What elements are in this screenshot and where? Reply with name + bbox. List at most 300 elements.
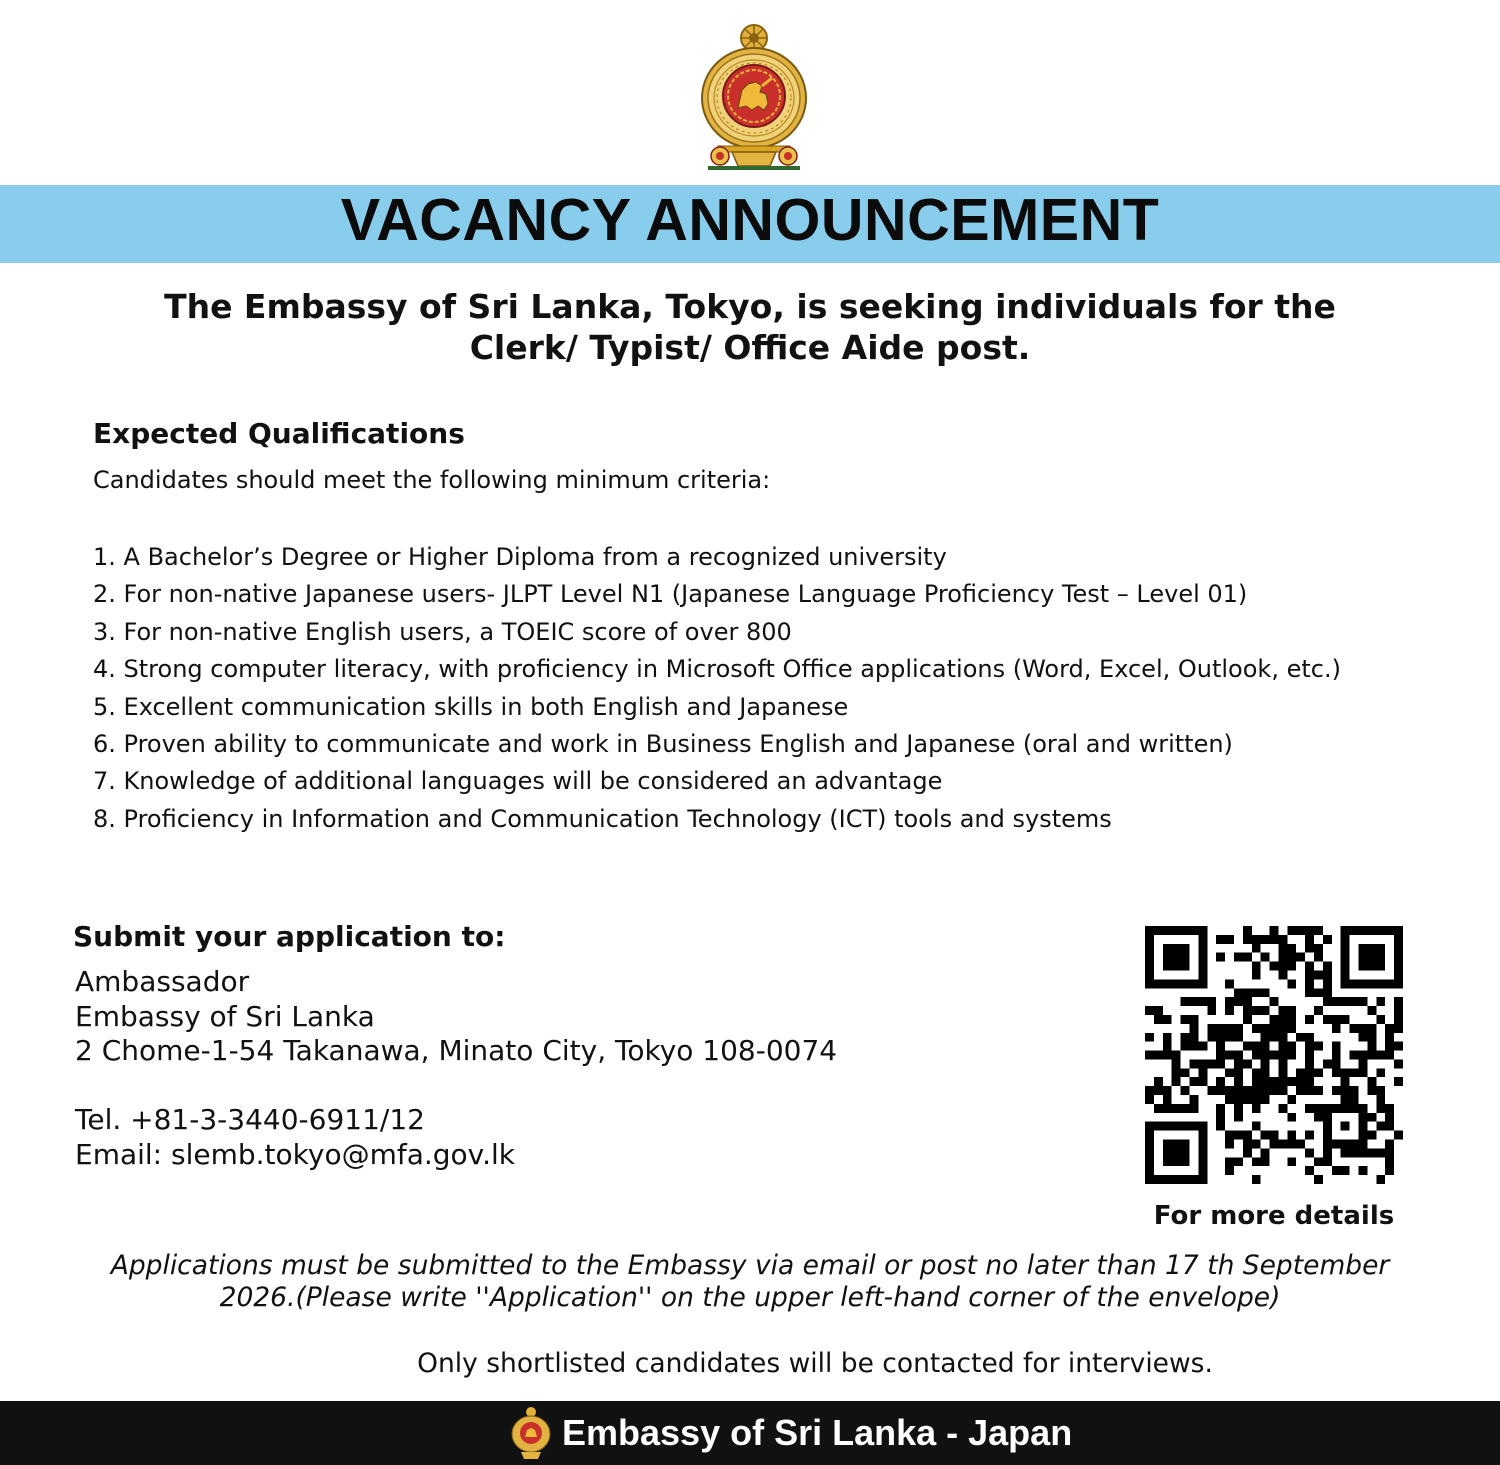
qr-module <box>1181 1015 1190 1024</box>
shortlist-note: Only shortlisted candidates will be contacted for interviews. <box>417 1348 1213 1379</box>
qr-module <box>1350 1095 1359 1104</box>
qr-module <box>1341 1015 1350 1024</box>
qr-module <box>1359 997 1368 1006</box>
qr-module <box>1278 944 1287 953</box>
qr-module <box>1207 1059 1216 1068</box>
qr-module <box>1198 1077 1207 1086</box>
qr-module <box>1287 944 1296 953</box>
qr-module <box>1278 1015 1287 1024</box>
qr-module <box>1154 1077 1163 1086</box>
qr-module <box>1287 953 1296 962</box>
qr-module <box>1216 1042 1225 1051</box>
address-line: Ambassador <box>75 965 250 998</box>
qr-module <box>1314 970 1323 979</box>
qr-module <box>1154 1015 1163 1024</box>
qr-module <box>1376 997 1385 1006</box>
qr-module <box>1305 935 1314 944</box>
qr-module <box>1314 1113 1323 1122</box>
qr-module <box>1314 953 1323 962</box>
qr-module <box>1252 962 1261 971</box>
qr-module <box>1216 1059 1225 1068</box>
qr-module <box>1189 1024 1198 1033</box>
qr-module <box>1296 1033 1305 1042</box>
qr-module <box>1270 1140 1279 1149</box>
qr-module <box>1216 1086 1225 1095</box>
qr-module <box>1252 1077 1261 1086</box>
qr-module <box>1216 1051 1225 1060</box>
qr-module <box>1367 1131 1376 1140</box>
qr-module <box>1154 1006 1163 1015</box>
qr-module <box>1163 1033 1172 1042</box>
qr-module <box>1287 1006 1296 1015</box>
qr-module <box>1394 1077 1403 1086</box>
qr-module <box>1163 1095 1172 1104</box>
qr-module <box>1172 1059 1181 1068</box>
qualification-item: 3. For non-native English users, a TOEIC score of over 800 <box>93 617 792 646</box>
qr-module <box>1181 1104 1190 1113</box>
qr-module <box>1305 1148 1314 1157</box>
qr-module <box>1234 997 1243 1006</box>
qr-module <box>1252 1104 1261 1113</box>
page-title: VACANCY ANNOUNCEMENT <box>340 187 1160 253</box>
qr-module <box>1216 1122 1225 1131</box>
qr-module <box>1163 1140 1190 1167</box>
qr-module <box>1323 997 1332 1006</box>
qr-module <box>1181 1068 1190 1077</box>
qr-module <box>1243 1015 1252 1024</box>
qr-module <box>1225 1157 1234 1166</box>
qr-module <box>1305 962 1314 971</box>
qr-module <box>1376 1015 1385 1024</box>
qr-module <box>1394 1042 1403 1051</box>
qr-module <box>1332 997 1341 1006</box>
qr-module <box>1234 1086 1243 1095</box>
submission-heading: Submit your application to: <box>73 920 506 953</box>
qr-module <box>1323 1015 1332 1024</box>
qr-module <box>1314 1042 1323 1051</box>
qr-module <box>1305 1059 1314 1068</box>
qr-module <box>1305 1068 1314 1077</box>
qr-module <box>1278 1077 1287 1086</box>
deadline-note <box>40 1250 1460 1314</box>
qr-module <box>1234 1024 1243 1033</box>
qr-module <box>1252 944 1261 953</box>
qr-module <box>1296 953 1305 962</box>
qr-module <box>1296 1068 1305 1077</box>
qr-module <box>1376 1051 1385 1060</box>
qr-module <box>1234 1059 1243 1068</box>
qr-module <box>1367 1148 1376 1157</box>
qr-module <box>1225 997 1234 1006</box>
qr-module <box>1359 944 1386 971</box>
qr-module <box>1305 988 1314 997</box>
qr-module <box>1163 1104 1172 1113</box>
qr-module <box>1189 1042 1198 1051</box>
qr-module <box>1243 1006 1252 1015</box>
qr-module <box>1270 1024 1279 1033</box>
qr-module <box>1305 1131 1314 1140</box>
qr-module <box>1243 1140 1252 1149</box>
qr-module <box>1323 979 1332 988</box>
qr-module <box>1145 1086 1154 1095</box>
qr-module <box>1243 953 1252 962</box>
qr-module <box>1225 1033 1234 1042</box>
qr-module <box>1305 926 1314 935</box>
qr-module <box>1225 1068 1234 1077</box>
qualification-item: 7. Knowledge of additional languages will be considered an advantage <box>93 767 943 796</box>
qr-module <box>1314 1006 1323 1015</box>
qr-module <box>1252 1068 1261 1077</box>
qr-module <box>1314 1086 1323 1095</box>
qr-module <box>1323 970 1332 979</box>
qr-module <box>1207 1006 1216 1015</box>
qr-module <box>1359 1024 1368 1033</box>
qr-module <box>1207 997 1216 1006</box>
qr-module <box>1216 953 1225 962</box>
qr-module <box>1385 1113 1394 1122</box>
qr-module <box>1341 1068 1350 1077</box>
qr-module <box>1270 1086 1279 1095</box>
qr-module <box>1252 1051 1261 1060</box>
qr-module <box>1341 1148 1350 1157</box>
sri-lanka-emblem-icon <box>698 20 810 172</box>
qr-module <box>1261 1148 1270 1157</box>
qr-module <box>1252 1140 1261 1149</box>
qr-module <box>1332 1024 1341 1033</box>
qr-module <box>1332 1051 1341 1060</box>
qr-module <box>1163 944 1190 971</box>
qr-module <box>1261 1077 1270 1086</box>
qr-module <box>1305 944 1314 953</box>
qr-module <box>1314 1104 1323 1113</box>
qr-module <box>1367 1113 1376 1122</box>
qualification-item: 2. For non-native Japanese users- JLPT Level N1 (Japanese Language Proficiency Test – Level 01) <box>93 580 1248 609</box>
qr-module <box>1234 953 1243 962</box>
qr-module <box>1252 1122 1261 1131</box>
qr-module <box>1314 1157 1323 1166</box>
qr-module <box>1278 962 1287 971</box>
qr-module <box>1287 1042 1296 1051</box>
qr-module <box>1341 1122 1350 1131</box>
qr-module <box>1225 1095 1234 1104</box>
qr-module <box>1314 1068 1323 1077</box>
qr-module <box>1314 1175 1323 1184</box>
qr-module <box>1198 997 1207 1006</box>
qr-module <box>1270 962 1279 971</box>
qr-module <box>1234 1095 1243 1104</box>
qr-module <box>1332 1059 1341 1068</box>
qr-module <box>1287 1140 1296 1149</box>
qr-code-icon[interactable] <box>1145 926 1403 1184</box>
qr-module <box>1243 1131 1252 1140</box>
qr-module <box>1305 1042 1314 1051</box>
qr-module <box>1287 979 1296 988</box>
qr-module <box>1394 1024 1403 1033</box>
qr-module <box>1394 1131 1403 1140</box>
qr-module <box>1261 1095 1270 1104</box>
qr-module <box>1314 926 1323 935</box>
qr-module <box>1323 988 1332 997</box>
qr-module <box>1261 1006 1270 1015</box>
headline <box>0 286 1500 368</box>
qr-module <box>1305 1104 1314 1113</box>
qr-module <box>1270 926 1279 935</box>
qr-module <box>1385 1104 1394 1113</box>
qr-caption: For more details <box>1153 1201 1395 1231</box>
qr-module <box>1154 1051 1163 1060</box>
qr-module <box>1385 1148 1394 1157</box>
qr-module <box>1172 1068 1181 1077</box>
qualifications-intro: Candidates should meet the following minimum criteria: <box>93 466 771 494</box>
qr-module <box>1234 1068 1243 1077</box>
qr-module <box>1225 1051 1234 1060</box>
qr-module <box>1270 1077 1279 1086</box>
qr-module <box>1216 1113 1225 1122</box>
qr-module <box>1243 1148 1252 1157</box>
qr-module <box>1341 997 1350 1006</box>
qr-module <box>1154 1104 1163 1113</box>
qr-module <box>1234 1104 1243 1113</box>
qr-module <box>1145 1051 1154 1060</box>
qr-module <box>1225 1140 1234 1149</box>
qr-module <box>1359 1148 1368 1157</box>
qr-module <box>1270 1015 1279 1024</box>
qr-module <box>1296 1140 1305 1149</box>
qr-module <box>1243 997 1252 1006</box>
qr-module <box>1296 1077 1305 1086</box>
qr-module <box>1287 962 1296 971</box>
qr-module <box>1163 1051 1172 1060</box>
qualifications-list <box>93 539 1341 838</box>
qr-module <box>1278 953 1287 962</box>
headline-line-2: Clerk/ Typist/ Office Aide post. <box>469 328 1031 367</box>
qr-module <box>1189 1077 1198 1086</box>
qr-module <box>1278 1024 1287 1033</box>
qr-module <box>1394 1015 1403 1024</box>
qr-module <box>1154 1086 1163 1095</box>
qr-module <box>1216 1077 1225 1086</box>
qr-module <box>1243 926 1252 935</box>
qr-module <box>1189 1033 1198 1042</box>
qr-module <box>1145 1033 1154 1042</box>
qr-module <box>1181 1033 1190 1042</box>
qr-module <box>1234 988 1243 997</box>
qr-module <box>1278 1006 1287 1015</box>
qr-module <box>1278 1068 1287 1077</box>
qr-module <box>1376 1095 1385 1104</box>
qr-module <box>1278 1140 1287 1149</box>
qualification-item: 6. Proven ability to communicate and work in Business English and Japanese (oral and written) <box>93 730 1233 759</box>
qr-module <box>1385 1140 1394 1149</box>
qr-module <box>1261 988 1270 997</box>
qr-module <box>1278 1033 1287 1042</box>
qr-module <box>1243 935 1252 944</box>
qr-module <box>1234 1131 1243 1140</box>
qr-module <box>1359 1051 1368 1060</box>
qr-module <box>1287 1131 1296 1140</box>
qr-module <box>1243 1086 1252 1095</box>
qr-module <box>1385 1042 1394 1051</box>
qr-module <box>1376 1175 1385 1184</box>
qualification-item: 1. A Bachelor’s Degree or Higher Diploma from a recognized university <box>93 543 947 571</box>
qualifications-heading: Expected Qualifications <box>93 417 465 450</box>
qr-module <box>1332 1086 1341 1095</box>
qr-module <box>1189 1104 1198 1113</box>
footer-text: Embassy of Sri Lanka - Japan <box>562 1412 1073 1453</box>
address-line: Embassy of Sri Lanka <box>75 999 375 1033</box>
qr-module <box>1198 1068 1207 1077</box>
qr-module <box>1145 1095 1154 1104</box>
qr-module <box>1305 1051 1314 1060</box>
qr-module <box>1359 1068 1368 1077</box>
qr-module <box>1252 1175 1261 1184</box>
qr-module <box>1181 997 1190 1006</box>
qr-module <box>1341 1166 1350 1175</box>
qr-module <box>1225 1131 1234 1140</box>
qr-module <box>1314 988 1323 997</box>
qr-module <box>1172 1051 1181 1060</box>
qr-module <box>1394 1059 1403 1068</box>
qr-module <box>1189 1059 1198 1068</box>
qr-module <box>1189 1095 1198 1104</box>
qr-module <box>1243 1059 1252 1068</box>
qr-module <box>1350 1068 1359 1077</box>
qr-module <box>1225 935 1234 944</box>
qr-module <box>1216 935 1225 944</box>
qr-module <box>1216 1104 1225 1113</box>
qr-module <box>1305 1077 1314 1086</box>
qr-module <box>1367 1024 1376 1033</box>
qr-module <box>1376 1068 1385 1077</box>
qr-module <box>1163 1015 1172 1024</box>
qr-module <box>1243 988 1252 997</box>
qr-module <box>1350 997 1359 1006</box>
qr-module <box>1216 1033 1225 1042</box>
qr-module <box>1394 1006 1403 1015</box>
email-address[interactable]: Email: slemb.tokyo@mfa.gov.lk <box>75 1137 515 1171</box>
qr-module <box>1261 1024 1270 1033</box>
qr-module <box>1234 1051 1243 1060</box>
qr-module <box>1207 1086 1216 1095</box>
sri-lanka-emblem-small-icon <box>510 1406 552 1462</box>
qr-module <box>1198 1042 1207 1051</box>
qr-module <box>1270 1131 1279 1140</box>
qr-module <box>1367 1086 1376 1095</box>
qr-module <box>1252 1086 1261 1095</box>
qr-module <box>1243 1095 1252 1104</box>
qr-module <box>1261 1131 1270 1140</box>
deadline-line-1: Applications must be submitted to the Embassy via email or post no later than 17 th September <box>110 1250 1390 1281</box>
qr-module <box>1359 1033 1368 1042</box>
qr-module <box>1367 1042 1376 1051</box>
qr-module <box>1225 1086 1234 1095</box>
qr-module <box>1270 1051 1279 1060</box>
qr-module <box>1287 1024 1296 1033</box>
qr-module <box>1394 997 1403 1006</box>
qr-module <box>1359 1059 1368 1068</box>
qr-module <box>1332 1166 1341 1175</box>
qr-module <box>1287 1051 1296 1060</box>
qr-module <box>1287 1113 1296 1122</box>
qr-module <box>1367 1077 1376 1086</box>
qr-module <box>1225 979 1234 988</box>
qr-module <box>1163 1086 1172 1095</box>
qualification-item: 8. Proficiency in Information and Communication Technology (ICT) tools and systems <box>93 804 1112 833</box>
qr-module <box>1341 1095 1350 1104</box>
qr-module <box>1234 1157 1243 1166</box>
qr-module <box>1278 1059 1287 1068</box>
qr-module <box>1305 1015 1314 1024</box>
telephone: Tel. +81-3-3440-6911/12 <box>75 1103 425 1136</box>
qr-module <box>1261 1157 1270 1166</box>
qr-module <box>1305 970 1314 979</box>
contact-info <box>75 1103 515 1172</box>
qr-module <box>1287 1077 1296 1086</box>
qr-module <box>1225 1006 1234 1015</box>
qr-module <box>1278 1104 1287 1113</box>
qr-module <box>1278 935 1287 944</box>
qr-module <box>1305 1033 1314 1042</box>
qr-module <box>1252 1024 1261 1033</box>
qr-module <box>1252 1157 1261 1166</box>
qr-module <box>1332 1042 1341 1051</box>
qr-module <box>1385 1122 1394 1131</box>
qr-module <box>1287 926 1296 935</box>
qr-module <box>1189 997 1198 1006</box>
qr-module <box>1376 1086 1385 1095</box>
qr-module <box>1350 1148 1359 1157</box>
qr-module <box>1261 935 1270 944</box>
qr-module <box>1278 1042 1287 1051</box>
qr-module <box>1172 1104 1181 1113</box>
qr-module <box>1261 1051 1270 1060</box>
qr-module <box>1367 1051 1376 1060</box>
qr-module <box>1305 1086 1314 1095</box>
qr-module <box>1181 1042 1190 1051</box>
qr-module <box>1225 1166 1234 1175</box>
qr-module <box>1350 1024 1359 1033</box>
qr-module <box>1261 1059 1270 1068</box>
qr-module <box>1376 1104 1385 1113</box>
qr-module <box>1385 1024 1394 1033</box>
qr-module <box>1252 988 1261 997</box>
qr-module <box>1350 1086 1359 1095</box>
qr-module <box>1367 1033 1376 1042</box>
qr-module <box>1376 1148 1385 1157</box>
qr-module <box>1376 1122 1385 1131</box>
qr-module <box>1252 1095 1261 1104</box>
qr-module <box>1323 935 1332 944</box>
qr-module <box>1278 1051 1287 1060</box>
qr-module <box>1252 970 1261 979</box>
qr-module <box>1252 1006 1261 1015</box>
qr-module <box>1163 1042 1172 1051</box>
qr-module <box>1296 1086 1305 1095</box>
qr-module <box>1359 1166 1368 1175</box>
qr-module <box>1234 1113 1243 1122</box>
qr-module <box>1278 1086 1287 1095</box>
qr-module <box>1278 970 1287 979</box>
qr-module <box>1189 1015 1198 1024</box>
deadline-line-2: 2026.(Please write ''Application'' on the upper left-hand corner of the envelope) <box>219 1282 1281 1313</box>
qr-module <box>1287 1157 1296 1166</box>
qr-module <box>1261 1068 1270 1077</box>
qr-module <box>1305 1166 1314 1175</box>
qr-module <box>1385 1033 1394 1042</box>
qr-module <box>1216 1024 1225 1033</box>
qr-module <box>1314 944 1323 953</box>
qr-module <box>1385 1157 1394 1166</box>
